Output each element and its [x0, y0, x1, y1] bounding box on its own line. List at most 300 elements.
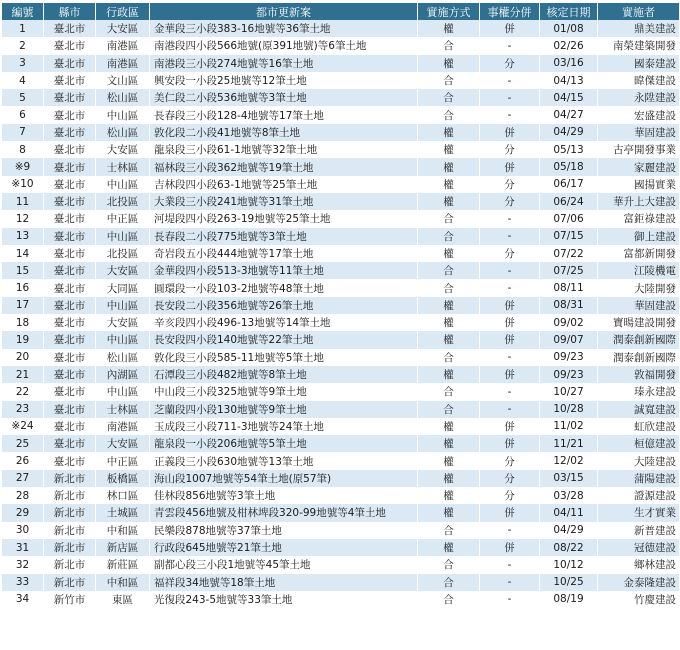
table-row — [2, 89, 680, 106]
cell-case: 敦化段三小段585-11地號等5筆土地 — [150, 349, 418, 366]
cell-implementer: 永陞建設 — [598, 89, 680, 106]
cell-district: 南港區 — [96, 37, 150, 54]
table-row — [2, 452, 680, 469]
cell-date: 03/16 — [540, 55, 598, 72]
cell-split: 分 — [480, 487, 540, 504]
cell-city: 臺北市 — [44, 210, 96, 227]
cell-city: 臺北市 — [44, 89, 96, 106]
cell-district: 南港區 — [96, 55, 150, 72]
cell-city: 臺北市 — [44, 262, 96, 279]
cell-district: 松山區 — [96, 89, 150, 106]
cell-method: 合 — [418, 574, 480, 591]
cell-implementer: 寶暘建設開發 — [598, 314, 680, 331]
cell-split: - — [480, 279, 540, 296]
cell-date: 12/02 — [540, 452, 598, 469]
cell-case: 美仁段二小段536地號等3筆土地 — [150, 89, 418, 106]
cell-date: 04/29 — [540, 522, 598, 539]
cell-case: 興安段一小段25地號等12筆土地 — [150, 72, 418, 89]
cell-number: 7 — [2, 124, 44, 141]
cell-implementer: 桓億建設 — [598, 435, 680, 452]
cell-implementer: 誠寬建設 — [598, 401, 680, 418]
table-row — [2, 314, 680, 331]
cell-split: - — [480, 574, 540, 591]
cell-number: 25 — [2, 435, 44, 452]
table-row — [2, 37, 680, 54]
cell-number: 33 — [2, 574, 44, 591]
cell-case: 大業段三小段241地號等31筆土地 — [150, 193, 418, 210]
cell-number: ※24 — [2, 418, 44, 435]
cell-date: 04/15 — [540, 89, 598, 106]
cell-district: 北投區 — [96, 245, 150, 262]
cell-date: 04/11 — [540, 504, 598, 521]
table-row — [2, 279, 680, 296]
cell-implementer: 冠德建設 — [598, 539, 680, 556]
cell-split: - — [480, 401, 540, 418]
cell-case: 金華段三小段383-16地號等36筆土地 — [150, 20, 418, 37]
cell-split: 併 — [480, 539, 540, 556]
cell-number: 14 — [2, 245, 44, 262]
cell-implementer: 新普建設 — [598, 522, 680, 539]
cell-split: - — [480, 556, 540, 573]
cell-implementer: 鄉林建設 — [598, 556, 680, 573]
cell-split: 分 — [480, 452, 540, 469]
cell-city: 臺北市 — [44, 279, 96, 296]
cell-split: - — [480, 349, 540, 366]
cell-date: 09/02 — [540, 314, 598, 331]
cell-method: 合 — [418, 279, 480, 296]
cell-method: 權 — [418, 124, 480, 141]
cell-split: - — [480, 591, 540, 608]
cell-case: 奇岩段五小段444地號等17筆土地 — [150, 245, 418, 262]
cell-case: 副都心段三小段1地號等45筆土地 — [150, 556, 418, 573]
cell-implementer: 南榮建築開發 — [598, 37, 680, 54]
cell-split: - — [480, 210, 540, 227]
cell-case: 民樂段878地號等37筆土地 — [150, 522, 418, 539]
cell-date: 04/29 — [540, 124, 598, 141]
cell-implementer: 潤泰創新國際 — [598, 349, 680, 366]
cell-city: 臺北市 — [44, 418, 96, 435]
cell-implementer: 生才實業 — [598, 504, 680, 521]
cell-method: 權 — [418, 435, 480, 452]
cell-city: 新竹市 — [44, 591, 96, 608]
cell-district: 大安區 — [96, 314, 150, 331]
table-row — [2, 141, 680, 158]
table-row — [2, 228, 680, 245]
cell-implementer: 證源建設 — [598, 487, 680, 504]
cell-split: 併 — [480, 297, 540, 314]
cell-city: 臺北市 — [44, 452, 96, 469]
cell-number: 4 — [2, 72, 44, 89]
table-row — [2, 401, 680, 418]
cell-date: 02/26 — [540, 37, 598, 54]
cell-district: 中山區 — [96, 176, 150, 193]
table-row — [2, 366, 680, 383]
cell-district: 北投區 — [96, 193, 150, 210]
table-row — [2, 176, 680, 193]
cell-district: 中和區 — [96, 522, 150, 539]
cell-method: 合 — [418, 89, 480, 106]
cell-date: 08/22 — [540, 539, 598, 556]
cell-city: 臺北市 — [44, 297, 96, 314]
cell-number: 23 — [2, 401, 44, 418]
cell-number: ※10 — [2, 176, 44, 193]
cell-date: 10/28 — [540, 401, 598, 418]
cell-number: ※9 — [2, 158, 44, 175]
cell-case: 行政段645地號等21筆土地 — [150, 539, 418, 556]
cell-method: 合 — [418, 383, 480, 400]
cell-method: 權 — [418, 55, 480, 72]
cell-implementer: 華固建設 — [598, 297, 680, 314]
cell-case: 芝蘭段四小段130地號等9筆土地 — [150, 401, 418, 418]
cell-case: 金華段四小段513-3地號等11筆土地 — [150, 262, 418, 279]
cell-case: 圓環段一小段103-2地號等48筆土地 — [150, 279, 418, 296]
cell-method: 合 — [418, 262, 480, 279]
cell-number: 12 — [2, 210, 44, 227]
cell-implementer: 國揚實業 — [598, 176, 680, 193]
cell-date: 06/24 — [540, 193, 598, 210]
cell-method: 權 — [418, 314, 480, 331]
table-row — [2, 297, 680, 314]
cell-city: 臺北市 — [44, 141, 96, 158]
cell-date: 10/12 — [540, 556, 598, 573]
cell-number: 1 — [2, 20, 44, 37]
cell-method: 合 — [418, 37, 480, 54]
cell-split: - — [480, 383, 540, 400]
cell-method: 權 — [418, 366, 480, 383]
cell-split: - — [480, 37, 540, 54]
cell-number: 30 — [2, 522, 44, 539]
cell-district: 士林區 — [96, 158, 150, 175]
cell-number: 29 — [2, 504, 44, 521]
cell-implementer: 潤泰創新國際 — [598, 331, 680, 348]
cell-case: 福林段三小段362地號等19筆土地 — [150, 158, 418, 175]
cell-case: 石潭段三小段482地號等8筆土地 — [150, 366, 418, 383]
column-header-split: 事權分併 — [480, 3, 540, 20]
column-header-number: 編號 — [2, 3, 44, 20]
cell-city: 臺北市 — [44, 228, 96, 245]
cell-implementer: 家麗建設 — [598, 158, 680, 175]
cell-city: 新北市 — [44, 504, 96, 521]
cell-case: 光復段243-5地號等33筆土地 — [150, 591, 418, 608]
cell-date: 07/22 — [540, 245, 598, 262]
cell-method: 權 — [418, 297, 480, 314]
cell-date: 07/06 — [540, 210, 598, 227]
cell-method: 合 — [418, 210, 480, 227]
cell-city: 臺北市 — [44, 193, 96, 210]
cell-implementer: 瑧永建設 — [598, 383, 680, 400]
column-header-date: 核定日期 — [540, 3, 598, 20]
cell-case: 中山段三小段325地號等9筆土地 — [150, 383, 418, 400]
table-row — [2, 124, 680, 141]
cell-split: 分 — [480, 55, 540, 72]
table-row — [2, 591, 680, 608]
cell-method: 權 — [418, 141, 480, 158]
cell-date: 04/27 — [540, 106, 598, 123]
cell-implementer: 國泰建設 — [598, 55, 680, 72]
cell-city: 臺北市 — [44, 331, 96, 348]
table-row — [2, 158, 680, 175]
cell-district: 中正區 — [96, 452, 150, 469]
cell-number: 3 — [2, 55, 44, 72]
cell-district: 新莊區 — [96, 556, 150, 573]
cell-district: 中山區 — [96, 383, 150, 400]
cell-date: 10/27 — [540, 383, 598, 400]
cell-case: 青雲段456地號及柑林埤段320-99地號等4筆土地 — [150, 504, 418, 521]
cell-method: 權 — [418, 158, 480, 175]
cell-number: 5 — [2, 89, 44, 106]
cell-date: 07/25 — [540, 262, 598, 279]
table-row — [2, 193, 680, 210]
cell-implementer: 華固建設 — [598, 124, 680, 141]
table-row — [2, 504, 680, 521]
cell-date: 08/19 — [540, 591, 598, 608]
cell-district: 大安區 — [96, 262, 150, 279]
cell-number: 13 — [2, 228, 44, 245]
cell-number: 8 — [2, 141, 44, 158]
cell-split: 併 — [480, 124, 540, 141]
cell-implementer: 御上建設 — [598, 228, 680, 245]
cell-city: 臺北市 — [44, 245, 96, 262]
cell-split: 分 — [480, 245, 540, 262]
cell-district: 土城區 — [96, 504, 150, 521]
cell-number: 27 — [2, 470, 44, 487]
cell-district: 中正區 — [96, 210, 150, 227]
cell-case: 玉成段三小段711-3地號等24筆土地 — [150, 418, 418, 435]
table-row — [2, 539, 680, 556]
cell-district: 南港區 — [96, 418, 150, 435]
cell-city: 臺北市 — [44, 55, 96, 72]
cell-implementer: 敦福開發 — [598, 366, 680, 383]
cell-district: 林口區 — [96, 487, 150, 504]
cell-split: 併 — [480, 158, 540, 175]
cell-case: 南港段四小段566地號(原391地號)等6筆土地 — [150, 37, 418, 54]
cell-case: 長春段二小段775地號等3筆土地 — [150, 228, 418, 245]
cell-city: 新北市 — [44, 539, 96, 556]
cell-city: 臺北市 — [44, 72, 96, 89]
cell-city: 臺北市 — [44, 314, 96, 331]
cell-date: 03/28 — [540, 487, 598, 504]
cell-split: - — [480, 106, 540, 123]
cell-split: - — [480, 262, 540, 279]
cell-split: - — [480, 89, 540, 106]
cell-implementer: 暐傑建設 — [598, 72, 680, 89]
cell-split: 併 — [480, 366, 540, 383]
cell-split: 併 — [480, 331, 540, 348]
cell-method: 合 — [418, 349, 480, 366]
cell-case: 吉林段四小段63-1地號等25筆土地 — [150, 176, 418, 193]
cell-implementer: 金泰隆建設 — [598, 574, 680, 591]
cell-method: 權 — [418, 193, 480, 210]
cell-date: 07/15 — [540, 228, 598, 245]
cell-case: 海山段1007地號等54筆土地(原57筆) — [150, 470, 418, 487]
cell-date: 08/11 — [540, 279, 598, 296]
cell-district: 中山區 — [96, 228, 150, 245]
cell-method: 合 — [418, 556, 480, 573]
cell-method: 權 — [418, 470, 480, 487]
cell-method: 合 — [418, 401, 480, 418]
cell-number: 11 — [2, 193, 44, 210]
cell-method: 合 — [418, 72, 480, 89]
cell-city: 新北市 — [44, 470, 96, 487]
table-row — [2, 106, 680, 123]
cell-method: 權 — [418, 539, 480, 556]
table-row — [2, 435, 680, 452]
cell-case: 長春段三小段128-4地號等17筆土地 — [150, 106, 418, 123]
table-row — [2, 262, 680, 279]
cell-city: 新北市 — [44, 487, 96, 504]
cell-implementer: 大陸建設 — [598, 452, 680, 469]
cell-case: 辛亥段四小段496-13地號等14筆土地 — [150, 314, 418, 331]
cell-implementer: 古亭開發事業 — [598, 141, 680, 158]
table-row — [2, 418, 680, 435]
cell-city: 臺北市 — [44, 401, 96, 418]
cell-case: 敦化段二小段41地號等8筆土地 — [150, 124, 418, 141]
cell-district: 松山區 — [96, 349, 150, 366]
cell-implementer: 虹欣建設 — [598, 418, 680, 435]
cell-city: 新北市 — [44, 556, 96, 573]
cell-case: 長安段二小段356地號等26筆土地 — [150, 297, 418, 314]
cell-date: 05/18 — [540, 158, 598, 175]
cell-number: 34 — [2, 591, 44, 608]
table-row — [2, 210, 680, 227]
cell-number: 20 — [2, 349, 44, 366]
cell-number: 22 — [2, 383, 44, 400]
cell-number: 2 — [2, 37, 44, 54]
cell-method: 權 — [418, 504, 480, 521]
header-row — [2, 3, 680, 20]
cell-case: 正義段三小段630地號等13筆土地 — [150, 452, 418, 469]
cell-number: 21 — [2, 366, 44, 383]
cell-city: 臺北市 — [44, 349, 96, 366]
cell-case: 河堤段四小段263-19地號等25筆土地 — [150, 210, 418, 227]
cell-district: 新店區 — [96, 539, 150, 556]
cell-implementer: 華升上大建設 — [598, 193, 680, 210]
cell-case: 南港段三小段274地號等16筆土地 — [150, 55, 418, 72]
cell-split: 併 — [480, 435, 540, 452]
table-row — [2, 556, 680, 573]
cell-split: 分 — [480, 141, 540, 158]
cell-district: 中和區 — [96, 574, 150, 591]
cell-method: 合 — [418, 228, 480, 245]
cell-implementer: 蒲陽建設 — [598, 470, 680, 487]
cell-number: 19 — [2, 331, 44, 348]
cell-case: 福祥段34地號等18筆土地 — [150, 574, 418, 591]
table-row — [2, 55, 680, 72]
cell-district: 文山區 — [96, 72, 150, 89]
cell-split: 分 — [480, 176, 540, 193]
cell-number: 31 — [2, 539, 44, 556]
cell-district: 松山區 — [96, 124, 150, 141]
cell-number: 17 — [2, 297, 44, 314]
cell-method: 權 — [418, 487, 480, 504]
table-row — [2, 522, 680, 539]
cell-split: - — [480, 522, 540, 539]
cell-city: 臺北市 — [44, 366, 96, 383]
column-header-method: 實施方式 — [418, 3, 480, 20]
cell-district: 中山區 — [96, 331, 150, 348]
cell-implementer: 富都新開發 — [598, 245, 680, 262]
table-row — [2, 20, 680, 37]
table-row — [2, 487, 680, 504]
cell-district: 大安區 — [96, 435, 150, 452]
table-body — [2, 20, 680, 608]
cell-district: 內湖區 — [96, 366, 150, 383]
cell-city: 新北市 — [44, 574, 96, 591]
cell-number: 15 — [2, 262, 44, 279]
cell-method: 合 — [418, 522, 480, 539]
cell-date: 04/13 — [540, 72, 598, 89]
cell-case: 佳林段856地號等3筆土地 — [150, 487, 418, 504]
cell-district: 士林區 — [96, 401, 150, 418]
cell-city: 臺北市 — [44, 158, 96, 175]
table-row — [2, 331, 680, 348]
cell-district: 中山區 — [96, 106, 150, 123]
cell-split: - — [480, 228, 540, 245]
table-row — [2, 245, 680, 262]
cell-date: 11/21 — [540, 435, 598, 452]
cell-implementer: 宏盛建設 — [598, 106, 680, 123]
cell-city: 臺北市 — [44, 106, 96, 123]
urban-renewal-table — [1, 3, 680, 608]
cell-case: 龍泉段一小段206地號等5筆土地 — [150, 435, 418, 452]
cell-method: 權 — [418, 20, 480, 37]
cell-implementer: 江陵機電 — [598, 262, 680, 279]
cell-split: - — [480, 72, 540, 89]
cell-date: 11/02 — [540, 418, 598, 435]
cell-method: 合 — [418, 106, 480, 123]
cell-date: 09/23 — [540, 349, 598, 366]
cell-implementer: 竹慶建設 — [598, 591, 680, 608]
cell-split: 併 — [480, 418, 540, 435]
column-header-case: 都市更新案 — [150, 3, 418, 20]
cell-case: 龍泉段三小段61-1地號等32筆土地 — [150, 141, 418, 158]
cell-method: 合 — [418, 591, 480, 608]
cell-split: 併 — [480, 314, 540, 331]
cell-city: 臺北市 — [44, 37, 96, 54]
table-row — [2, 470, 680, 487]
table-row — [2, 574, 680, 591]
cell-city: 新北市 — [44, 522, 96, 539]
cell-date: 09/23 — [540, 366, 598, 383]
cell-split: 分 — [480, 470, 540, 487]
cell-implementer: 富鉅祿建設 — [598, 210, 680, 227]
cell-city: 臺北市 — [44, 176, 96, 193]
cell-method: 權 — [418, 245, 480, 262]
cell-district: 大安區 — [96, 141, 150, 158]
column-header-district: 行政區 — [96, 3, 150, 20]
cell-date: 01/08 — [540, 20, 598, 37]
cell-split: 分 — [480, 193, 540, 210]
table-row — [2, 383, 680, 400]
cell-split: 併 — [480, 20, 540, 37]
cell-implementer: 鼎美建設 — [598, 20, 680, 37]
table-row — [2, 349, 680, 366]
cell-district: 大同區 — [96, 279, 150, 296]
cell-date: 05/13 — [540, 141, 598, 158]
cell-city: 臺北市 — [44, 124, 96, 141]
cell-number: 32 — [2, 556, 44, 573]
column-header-implementer: 實施者 — [598, 3, 680, 20]
cell-city: 臺北市 — [44, 383, 96, 400]
cell-district: 大安區 — [96, 20, 150, 37]
cell-method: 權 — [418, 418, 480, 435]
cell-case: 長安段四小段140地號等22筆土地 — [150, 331, 418, 348]
column-header-city: 縣市 — [44, 3, 96, 20]
table-row — [2, 72, 680, 89]
cell-district: 東區 — [96, 591, 150, 608]
cell-city: 臺北市 — [44, 435, 96, 452]
cell-number: 26 — [2, 452, 44, 469]
